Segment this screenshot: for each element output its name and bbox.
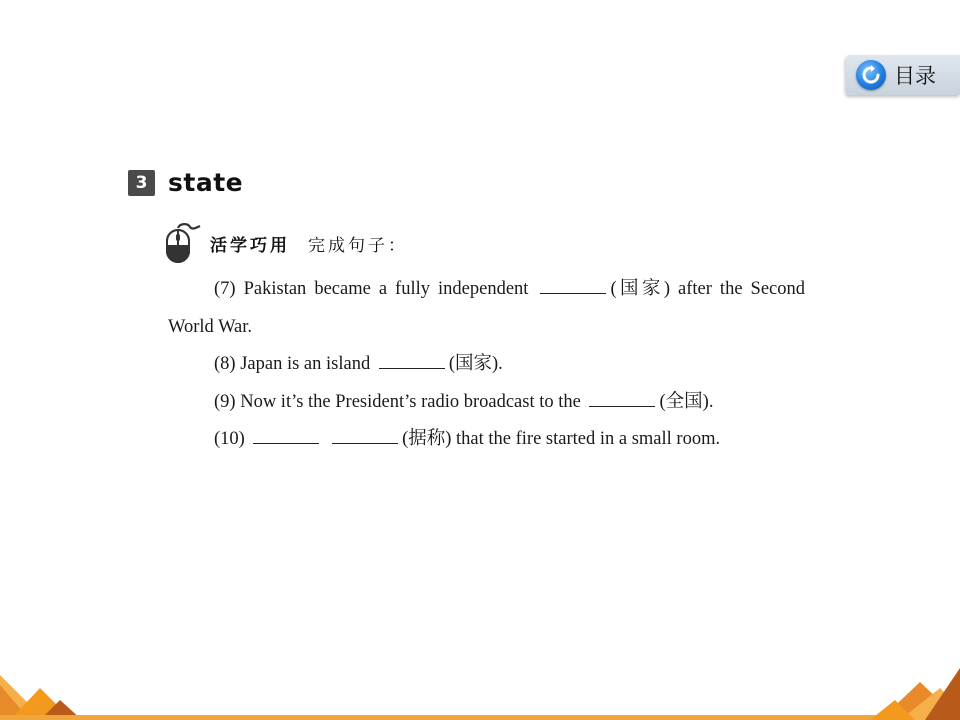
item-text: Now it’s the President’s radio broadcast to the: [240, 391, 581, 412]
toc-label: 目录: [894, 64, 936, 88]
answer-blank[interactable]: [253, 425, 319, 444]
item-hint: (全国): [659, 391, 709, 412]
answer-blank[interactable]: [540, 275, 606, 294]
item-text-after: .: [498, 354, 503, 374]
item-hint: (国家): [448, 354, 499, 374]
bottom-decoration: [0, 660, 960, 720]
item-number: (9): [214, 391, 236, 412]
exercise-subheading: [166, 222, 408, 264]
exercise-item-7: [168, 271, 805, 346]
exercise-item-8: [168, 346, 805, 384]
section-heading: [128, 168, 243, 197]
section-number-badge: 3: [128, 170, 155, 196]
mouse-icon: [166, 222, 202, 264]
exercise-body: [168, 271, 805, 459]
item-hint: (国家): [610, 279, 670, 299]
item-number: (7): [214, 279, 236, 299]
toc-button[interactable]: [846, 55, 960, 95]
subheading-title: 活学巧用: [210, 235, 290, 256]
item-text-after: that the fire started in a small room.: [456, 429, 721, 449]
answer-blank[interactable]: [332, 425, 398, 444]
section-word: state: [168, 168, 244, 197]
item-number: (10): [214, 429, 245, 449]
subheading-instruction: 完成句子：: [308, 235, 408, 256]
answer-blank[interactable]: [379, 350, 445, 369]
item-text: Pakistan became a fully independent: [243, 279, 529, 299]
item-text-after: .: [708, 391, 714, 412]
exercise-item-9: [168, 384, 805, 422]
item-text: Japan is an island: [240, 354, 371, 374]
item-number: (8): [214, 354, 236, 374]
answer-blank[interactable]: [589, 388, 655, 407]
refresh-circle-icon: [856, 60, 886, 90]
exercise-item-10: [168, 421, 805, 459]
item-hint: (据称): [402, 429, 452, 449]
item-text-after: after the Second World War.: [168, 279, 806, 337]
